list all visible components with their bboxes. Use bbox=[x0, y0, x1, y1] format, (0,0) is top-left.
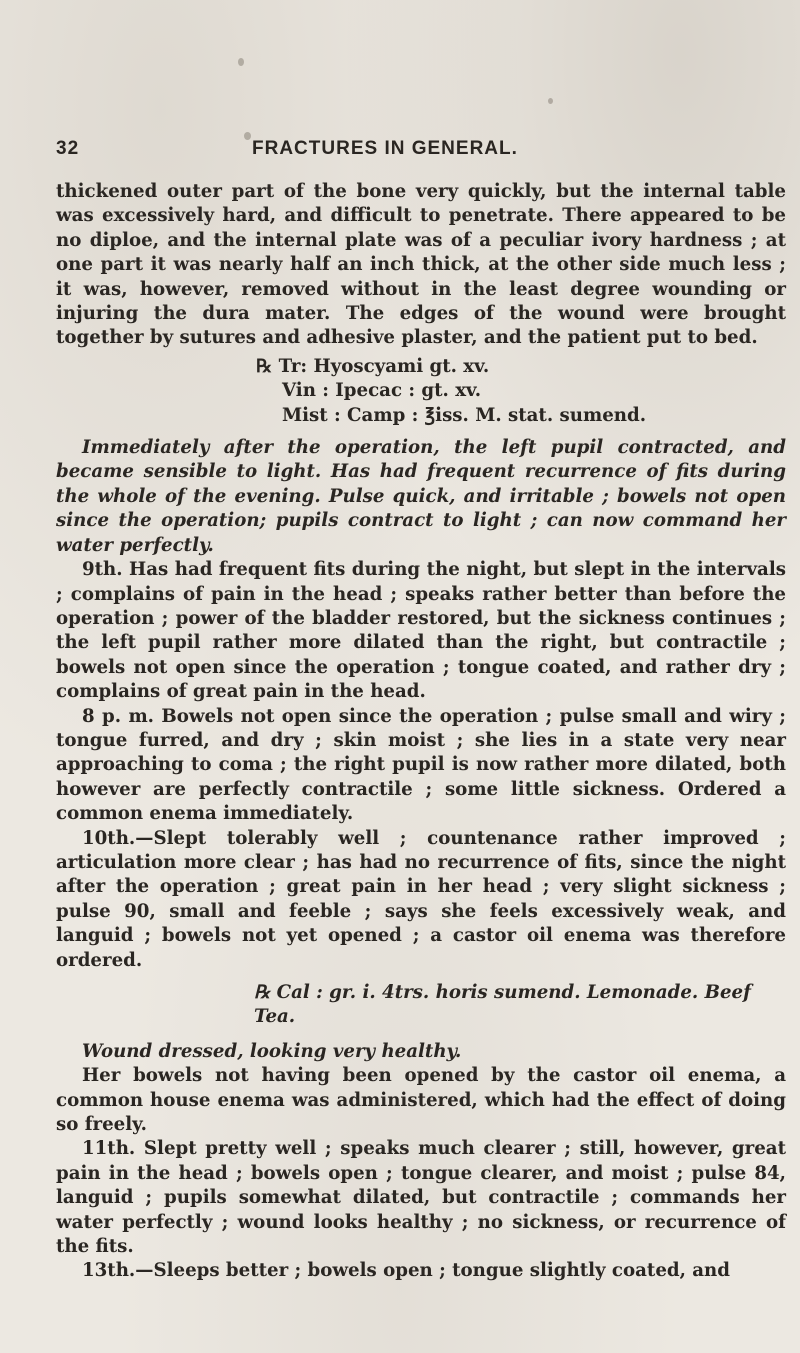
paragraph: 9th. Has had frequent fits during the night, but slept in the intervals ; complains of pain in the head ; speaks rather better than before the operation ; power of the bladder restored, but the sickness continues ; the left pupil rather more dilated than the right, but contractile ; bowels not open since the operation ; tongue coated, and rather dry ; complains of great pain in the head. bbox=[56, 559, 786, 703]
page-header bbox=[56, 138, 756, 168]
prescription-line: ℞ Tr: Hyoscyami gt. xv. bbox=[256, 355, 490, 377]
prescription-block bbox=[56, 355, 786, 428]
page-number: 32 bbox=[56, 138, 80, 159]
paragraph: thickened outer part of the bone very quickly, but the internal table was excessively hard, and difficult to penetrate. There appeared to be no diploe, and the internal plate was of a peculiar ivory hardness ; at one part it was nearly half an inch thick, at the other side much less ; it was, however, removed without in the least degree wounding or injuring the dura mater. The edges of the wound were brought together by sutures and adhesive plaster, and the patient put to bed. bbox=[56, 181, 786, 349]
prescription-line: Mist : Camp : ℥iss. M. stat. sumend. bbox=[282, 404, 647, 426]
ink-smudge bbox=[548, 98, 553, 104]
running-title: FRACTURES IN GENERAL. bbox=[252, 138, 518, 159]
body-text bbox=[56, 180, 786, 1284]
paragraph: 13th.—Sleeps better ; bowels open ; tongue slightly coated, and bbox=[82, 1260, 731, 1282]
paragraph: Her bowels not having been opened by the castor oil enema, a common house enema was administered, which had the effect of doing so freely. bbox=[56, 1065, 786, 1136]
paragraph: 10th.—Slept tolerably well ; countenance rather improved ; articulation more clear ; has had no recurrence of fits, since the night after the operation ; great pain in her head ; very slight sickness ; pulse 90, small and feeble ; says she feels excessively weak, and languid ; bowels not yet opened ; a castor oil enema was therefore ordered. bbox=[56, 827, 786, 971]
paragraph: 8 p. m. Bowels not open since the operation ; pulse small and wiry ; tongue furred, and dry ; skin moist ; she lies in a state very near approaching to coma ; the right pupil is now rather more dilated, both however are perfectly contractile ; some little sickness. Ordered a common enema immediately. bbox=[56, 705, 786, 825]
paragraph: Immediately after the operation, the left pupil contracted, and became sensible to light. Has had frequent recurrence of fits during the whole of the evening. Pulse quick, and irritable ; bowels not open since the operation; pupils contract to light ; can now command her water perfectly. bbox=[56, 437, 786, 556]
paragraph: 11th. Slept pretty well ; speaks much clearer ; still, however, great pain in the head ; bowels open ; tongue clearer, and moist ; pulse 84, languid ; pupils somewhat dilated, but contractile ; commands her water perfectly ; wound looks healthy ; no sickness, or recurrence of the fits. bbox=[56, 1138, 786, 1258]
ink-smudge bbox=[238, 58, 244, 66]
paragraph: Wound dressed, looking very healthy. bbox=[82, 1040, 462, 1062]
prescription-line: Vin : Ipecac : gt. xv. bbox=[282, 380, 482, 402]
prescription-line: ℞ Cal : gr. i. 4trs. horis sumend. Lemonade. Beef Tea. bbox=[254, 982, 751, 1028]
